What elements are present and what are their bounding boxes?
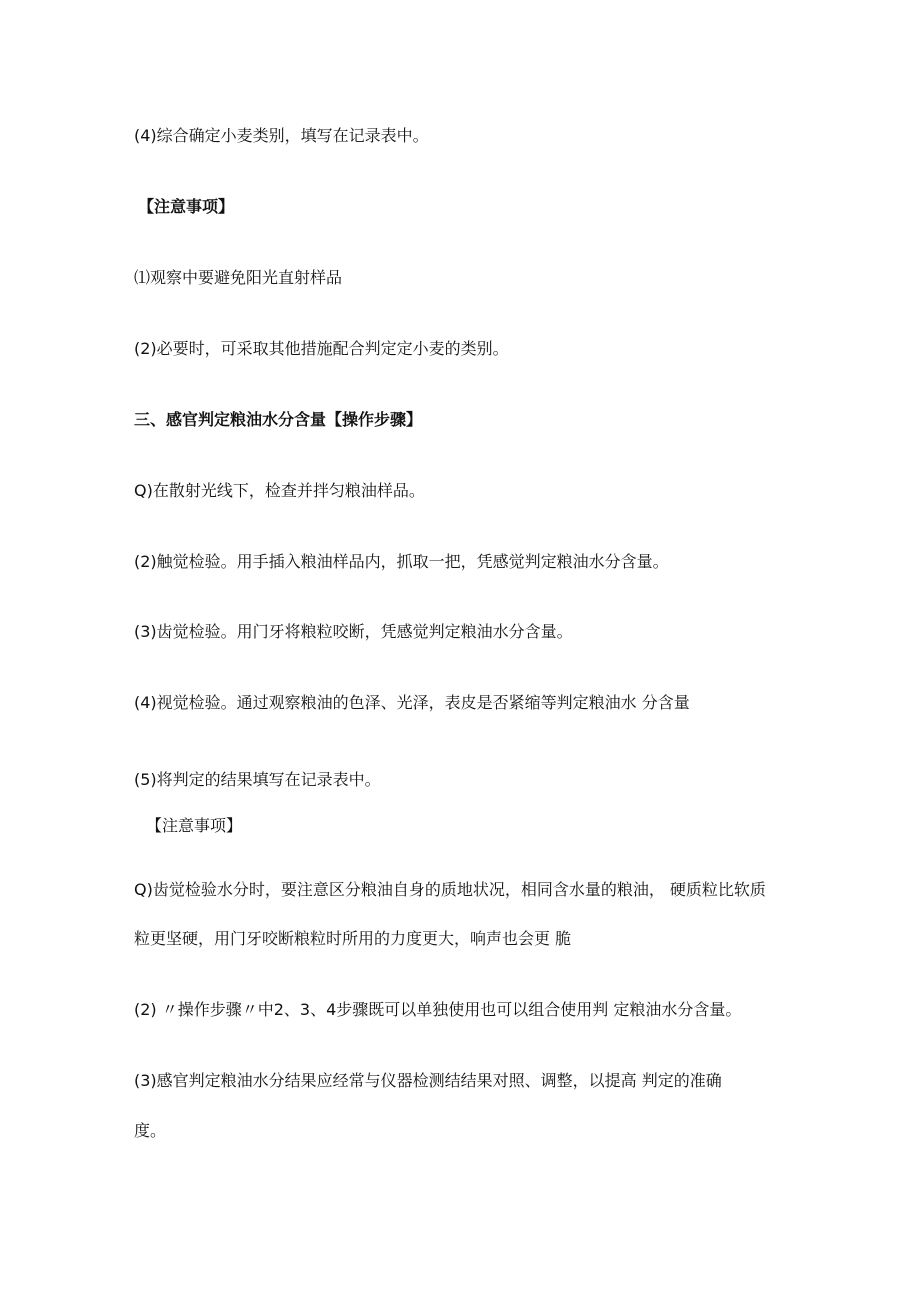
note-2-other-measures: (2)必要时，可采取其他措施配合判定定小麦的类别。: [134, 339, 509, 358]
note-2-combined-steps: (2) 〃操作步骤〃中2、3、4步骤既可以单独使用也可以组合使用判 定粮油水分含量。: [134, 1000, 742, 1019]
step-2-touch-test: (2)触觉检验。用手插入粮油样品内，抓取一把，凭感觉判定粮油水分含量。: [134, 552, 669, 571]
section-3-heading: 三、感官判定粮油水分含量【操作步骤】: [134, 410, 423, 429]
notes-heading-1: 【注意事项】: [138, 197, 235, 216]
note-3-calibration-line-2: 度。: [134, 1121, 167, 1140]
note-1-bite-test-line-1: Q)齿觉检验水分时，要注意区分粮油自身的质地状况，相同含水量的粮油， 硬质粒比软质: [134, 880, 766, 899]
step-4-visual-test: (4)视觉检验。通过观察粮油的色泽、光泽，表皮是否紧缩等判定粮油水 分含量: [134, 693, 690, 712]
note-1-avoid-sunlight: ⑴观察中要避免阳光直射样品: [134, 268, 343, 287]
note-1-bite-test-line-2: 粒更坚硬，用门牙咬断粮粒时所用的力度更大，响声也会更 脆: [134, 929, 572, 948]
step-1-mix-sample: Q)在散射光线下，检查并拌匀粮油样品。: [134, 481, 425, 500]
step-3-bite-test: (3)齿觉检验。用门牙将粮粒咬断，凭感觉判定粮油水分含量。: [134, 622, 573, 641]
step-4-wheat-classification: (4)综合确定小麦类别，填写在记录表中。: [134, 126, 429, 145]
notes-heading-2: 【注意事项】: [146, 816, 243, 835]
step-5-record-result: (5)将判定的结果填写在记录表中。: [134, 770, 381, 789]
note-3-calibration-line-1: (3)感官判定粮油水分结果应经常与仪器检测结结果对照、调整，以提高 判定的准确: [134, 1071, 722, 1090]
